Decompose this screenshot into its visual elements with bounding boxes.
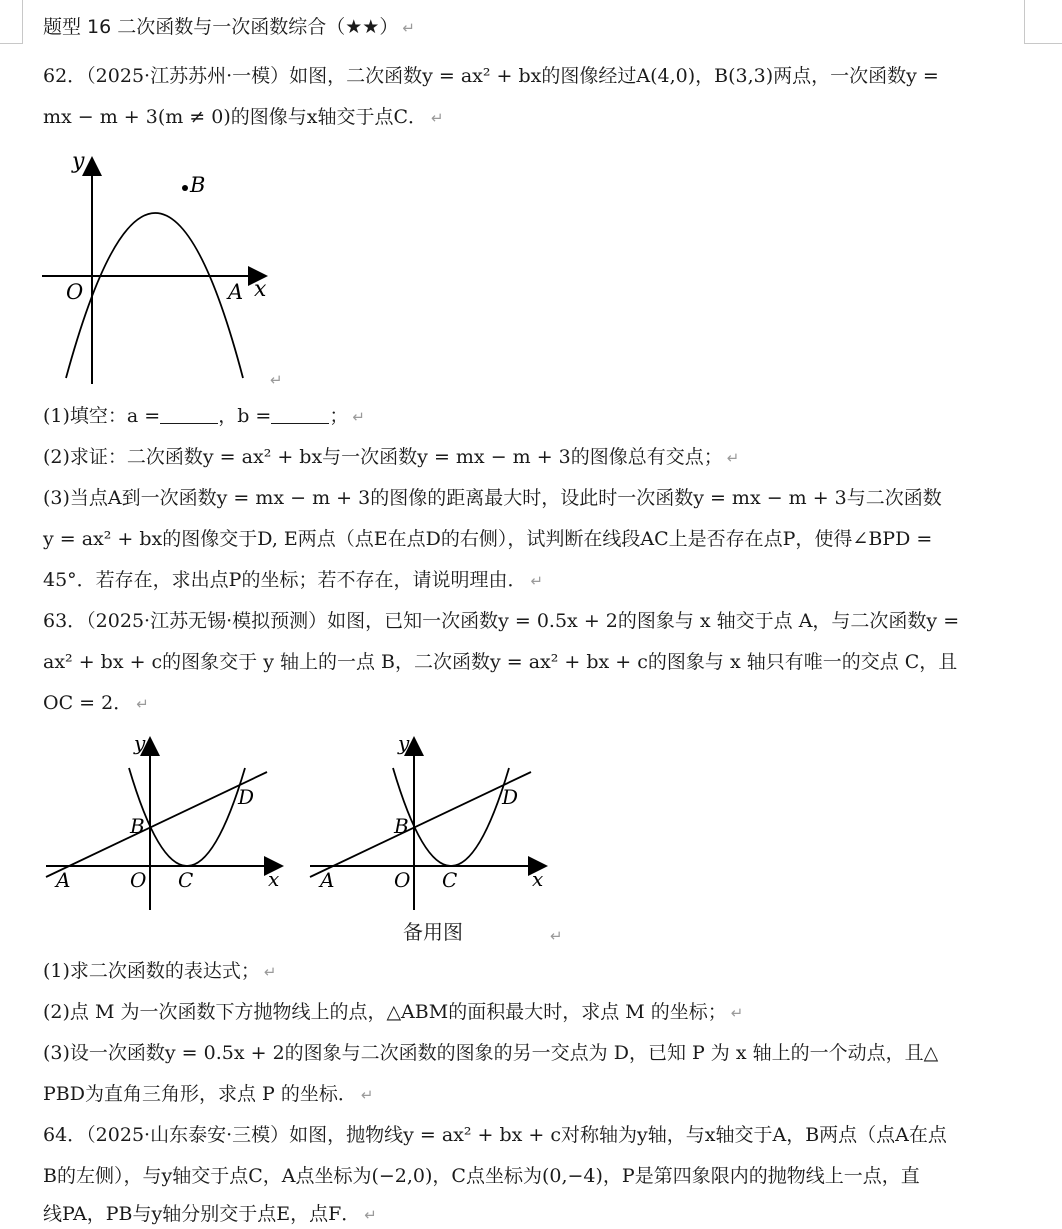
label-c: C (442, 868, 458, 892)
label-x: x (532, 867, 544, 891)
q64-stem-line1: 64．（2025·山东泰安·三模）如图，抛物线y = ax² + bx + c对称轴为y轴，与x轴交于A，B两点（点A在点 (43, 1124, 947, 1146)
parabola-curve (129, 768, 245, 866)
label-x: x (268, 867, 280, 891)
label-y: y (398, 731, 410, 755)
label-origin: O (394, 868, 411, 892)
answer-blank-b[interactable] (271, 405, 329, 424)
line-ab (310, 772, 531, 877)
q62-part3-line2: y = ax² + bx的图像交于D, E两点（点E在点D的右侧），试判断在线段AC上是否存在点P，使得∠BPD = (43, 528, 933, 550)
line-ab (46, 772, 267, 877)
label-b: B (394, 814, 409, 838)
page-corner-mark (1024, 43, 1062, 44)
return-mark: ↵ (270, 371, 283, 389)
q63-stem-line2: ax² + bx + c的图象交于 y 轴上的一点 B，二次函数y = ax² + bx + c的图象与 x 轴只有唯一的交点 C，且 (43, 651, 958, 673)
label-origin: O (130, 868, 147, 892)
q62-part1: (1)填空：a = ，b = ； ↵ (43, 405, 365, 427)
parabola-curve (393, 768, 509, 866)
label-b: B (190, 173, 206, 197)
page-corner-mark (22, 0, 23, 44)
q62-part3-line3: 45°．若存在，求出点P的坐标；若不存在，请说明理由． ↵ (43, 569, 544, 591)
label-y: y (134, 731, 146, 755)
label-x: x (254, 277, 267, 302)
q64-stem-line3: 线PA，PB与y轴分别交于点E，点F． ↵ (43, 1203, 377, 1225)
label-d: D (238, 785, 255, 809)
page-corner-mark (1024, 0, 1025, 44)
q63-figure-backup (306, 730, 556, 915)
q62-part3-line1: (3)当点A到一次函数y = mx − m + 3的图像的距离最大时，设此时一次函数y = mx − m + 3与二次函数 (43, 487, 942, 509)
label-a: A (320, 868, 335, 892)
q64-stem-line2: B的左侧），与y轴交于点C，A点坐标为(−2,0)，C点坐标为(0,−4)，P是第四象限内的抛物线上一点，直 (43, 1165, 920, 1187)
q63-figure-main (42, 730, 292, 915)
label-y: y (72, 149, 85, 174)
q63-stem-line3: OC = 2． ↵ (43, 692, 149, 714)
label-b: B (130, 814, 145, 838)
q63-part3-line2: PBD为直角三角形，求点 P 的坐标． ↵ (43, 1083, 374, 1105)
q63-part1: (1)求二次函数的表达式； ↵ (43, 960, 277, 982)
label-a: A (228, 280, 244, 304)
q62-stem-line2: mx − m + 3(m ≠ 0)的图像与x轴交于点C． ↵ (43, 106, 444, 128)
page-corner-mark (0, 43, 22, 44)
section-title: 题型 16 二次函数与一次函数综合（★★） ↵ (43, 16, 415, 38)
label-d: D (502, 785, 519, 809)
label-c: C (178, 868, 194, 892)
figure-caption: 备用图 (403, 920, 463, 944)
q62-figure (38, 144, 278, 392)
q63-part2: (2)点 M 为一次函数下方抛物线上的点，△ABM的面积最大时，求点 M 的坐标； ↵ (43, 1001, 744, 1023)
q63-part3-line1: (3)设一次函数y = 0.5x + 2的图象与二次函数的图象的另一交点为 D，已知 P 为 x 轴上的一个动点，且△ (43, 1042, 939, 1064)
answer-blank-a[interactable] (160, 405, 218, 424)
label-a: A (56, 868, 71, 892)
q63-stem-line1: 63．（2025·江苏无锡·模拟预测）如图，已知一次函数y = 0.5x + 2的图象与 x 轴交于点 A，与二次函数y = (43, 610, 960, 632)
q62-stem-line1: 62．（2025·江苏苏州·一模）如图，二次函数y = ax² + bx的图像经过A(4,0)，B(3,3)两点，一次函数y = (43, 65, 939, 87)
return-mark: ↵ (550, 927, 563, 945)
point-b (182, 185, 188, 191)
label-origin: O (66, 280, 84, 304)
q62-part2: (2)求证：二次函数y = ax² + bx与一次函数y = mx − m + 3的图像总有交点； ↵ (43, 446, 740, 468)
